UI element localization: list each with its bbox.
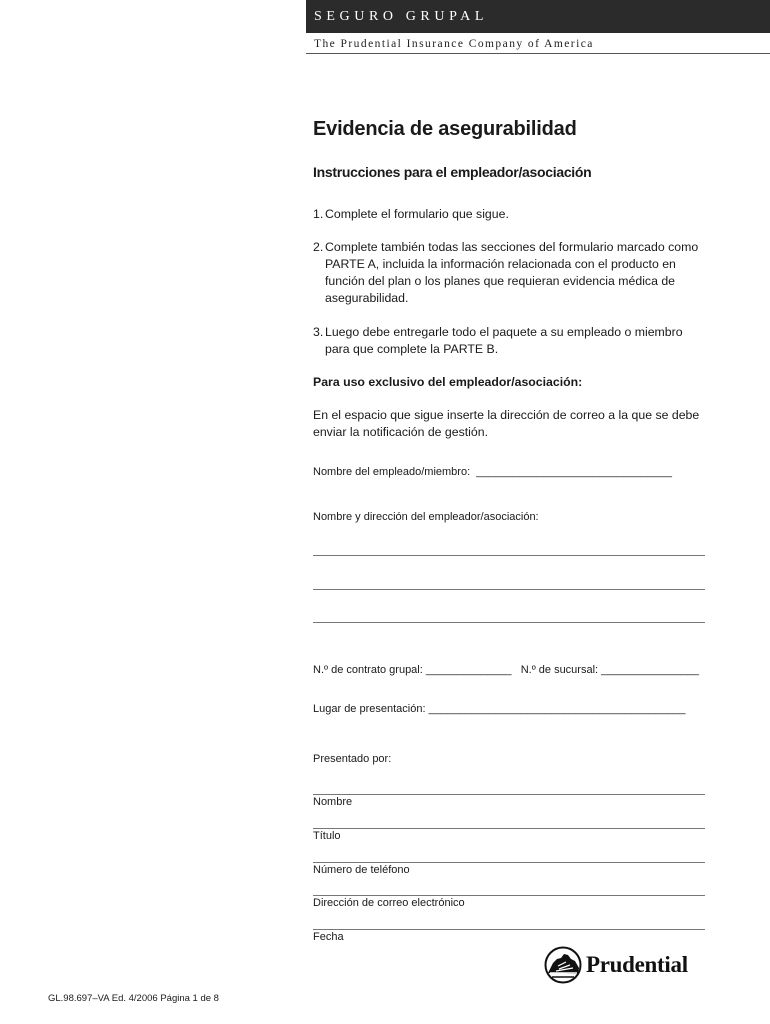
step-text: Complete el formulario que sigue. <box>325 207 509 221</box>
header-title: SEGURO GRUPAL <box>314 9 489 24</box>
employer-address-line-2[interactable] <box>313 589 705 590</box>
place-of-submission-blank[interactable]: __________________________________________ <box>428 703 686 715</box>
employee-name-blank[interactable]: ________________________________ <box>476 466 673 478</box>
title-line[interactable] <box>313 828 705 829</box>
step-number: 1. <box>313 207 324 221</box>
date-label: Fecha <box>313 931 344 943</box>
step-2 <box>313 239 705 307</box>
step-number: 3. <box>313 325 324 339</box>
email-line[interactable] <box>313 895 705 896</box>
step-1 <box>313 206 705 223</box>
employer-address-label: Nombre y dirección del empleador/asociación: <box>313 511 539 523</box>
instructions-heading: Instrucciones para el empleador/asociación <box>313 164 592 180</box>
header-bar <box>306 0 770 33</box>
place-of-submission-field[interactable] <box>313 703 686 715</box>
header-divider <box>306 53 770 54</box>
date-line[interactable] <box>313 929 705 930</box>
employee-name-label: Nombre del empleado/miembro: <box>313 466 471 478</box>
step-3 <box>313 324 705 358</box>
step-text: Luego debe entregarle todo el paquete a su empleado o miembro para que complete la PARTE B. <box>325 325 683 356</box>
employee-name-field[interactable] <box>313 466 672 478</box>
place-of-submission-label: Lugar de presentación: <box>313 703 426 715</box>
submitted-by-label: Presentado por: <box>313 753 392 765</box>
step-number: 2. <box>313 240 324 254</box>
contract-branch-row <box>313 664 699 676</box>
form-code: GL.98.697–VA Ed. 4/2006 Página 1 de 8 <box>48 993 219 1004</box>
header-subtitle: The Prudential Insurance Company of America <box>314 38 594 50</box>
step-text: Complete también todas las secciones del formulario marcado como PARTE A, incluida la información relacionada con el producto en función del plan o los planes que requieran evidencia médica de asegurabilidad. <box>325 240 699 305</box>
name-line[interactable] <box>313 794 705 795</box>
employer-only-heading: Para uso exclusivo del empleador/asociación: <box>313 375 583 389</box>
document-title: Evidencia de asegurabilidad <box>313 118 577 140</box>
contract-number-blank[interactable]: ______________ <box>425 664 512 676</box>
employer-instructions: En el espacio que sigue inserte la dirección de correo a la que se debe enviar la notificación de gestión. <box>313 408 700 439</box>
phone-line[interactable] <box>313 862 705 863</box>
prudential-logo <box>544 946 706 988</box>
branch-number-blank[interactable]: ________________ <box>601 664 700 676</box>
contract-number-label: N.º de contrato grupal: <box>313 664 423 676</box>
employer-address-line-3[interactable] <box>313 622 705 623</box>
rock-of-gibraltar-icon <box>544 946 582 984</box>
employer-address-line-1[interactable] <box>313 555 705 556</box>
phone-label: Número de teléfono <box>313 864 410 876</box>
name-label: Nombre <box>313 796 353 808</box>
logo-wordmark: Prudential <box>586 952 688 977</box>
title-label: Título <box>313 830 341 842</box>
email-label: Dirección de correo electrónico <box>313 897 465 909</box>
branch-number-label: N.º de sucursal: <box>520 664 599 676</box>
